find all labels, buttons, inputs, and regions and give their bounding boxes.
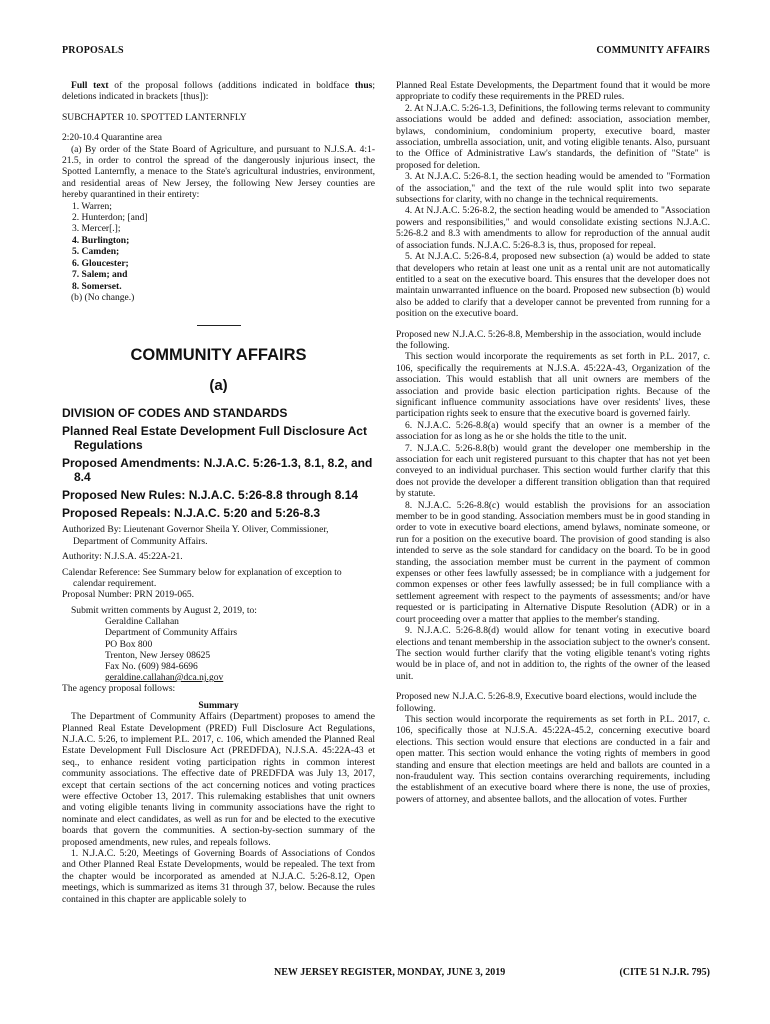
- running-header-right: COMMUNITY AFFAIRS: [596, 45, 710, 56]
- body-paragraph: 4. At N.J.A.C. 5:26-8.2, the section heading would be amended to "Association powers and responsibilities," and would consolidate existing sections N.J.A.C. 5:26-8.2 and 8.3 with amendments to allow for reproduction of the annual audit of association funds. N.J.A.C. 5:26-8.3 is, thus, proposed for repeal.: [396, 205, 710, 251]
- right-column: [396, 80, 710, 805]
- agency-heading: COMMUNITY AFFAIRS: [130, 346, 307, 365]
- address-line: Fax No. (609) 984-6696: [105, 660, 198, 672]
- summary-paragraph: The Department of Community Affairs (Department) proposes to amend the Planned Real Estate Development (PRED) Full Disclosure Act Regulations, N.J.A.C. 5:26, to implement P.L. 2017, c. 106, which amended the Planned Real Estate Development Full Disclosure Act (PREDFDA), N.J.S.A. 45:22A-43 et seq., to enhance resident voting participation rights in common interest community associations. The effective date of PREDFDA was July 13, 2017, except that certain sections of the act concerning notices and voting practices were effective October 13, 2017. This rulemaking establishes that unit owners and voting eligible tenants living in community associations have the right to nominate and elect candidates, as well as run for and be elected to the executive boards that govern the communities. A section-by-section summary of the proposed amendments, new rules, and repeals follows.: [62, 711, 375, 848]
- address-line: Geraldine Callahan: [105, 616, 179, 628]
- address-line: Department of Community Affairs: [105, 627, 238, 639]
- item-letter: (a): [209, 377, 228, 395]
- running-footer-center: NEW JERSEY REGISTER, MONDAY, JUNE 3, 2019: [274, 967, 506, 978]
- running-header-left: PROPOSALS: [62, 45, 124, 56]
- authorized-by: Authorized By: Lieutenant Governor Sheila Y. Oliver, Commissioner, Department of Community Affairs.: [62, 524, 329, 547]
- body-paragraph: Planned Real Estate Developments, the Department found that it would be more appropriate to codify these requirements in the PRED rules.: [396, 80, 710, 103]
- body-paragraph: 3. At N.J.A.C. 5:26-8.1, the section heading would be amended to "Formation of the association," and the text of the rule would split into two separate subsections for clarity, with no change in the technical requirements.: [396, 171, 710, 206]
- section-lead: Proposed new N.J.A.C. 5:26-8.9, Executive board elections, would include the following.: [396, 691, 697, 714]
- paragraph-a: (a) By order of the State Board of Agriculture, and pursuant to N.J.S.A. 4:1-21.5, in order to control the spread of the dangerously injurious insect, the Spotted Lanternfly, a menace to the State's agricultural industries, environment, and residential areas of New Jersey, the following New Jersey counties are hereby quarantined in their entirety:: [62, 143, 375, 201]
- county-item: 8. Somerset.: [72, 280, 122, 292]
- paragraph-b: (b) (No change.): [71, 291, 135, 303]
- county-item: 5. Camden;: [72, 246, 120, 258]
- body-paragraph: This section would incorporate the requirements as set forth in P.L. 2017, c. 106, specifically the requirements at N.J.S.A. 45:22A-43, Organization of the association. This would establish that all unit owners are members of the association and provide basic election participation rights. Because of the significant influence community associations have over residents' lives, these participation rights seek to ensure that the executive board is governed fairly.: [396, 351, 710, 420]
- full-text-intro: Full text of the proposal follows (additions indicated in boldface thus; deletions indicated in brackets [thus]):: [62, 80, 376, 103]
- body-paragraph: This section would incorporate the requirements as set forth in P.L. 2017, c. 106, specifically those at N.J.S.A. 45:22A-45.2, concerning executive board elections. This section would ensure that elections are conducted in a fair and open matter. This section would enhance the voting rights of members in good standing and ensure that election meetings are held and ballots are counted in a non-fraudulent way. This section contains overarching requirements, including the establishment of an executive board where there is none, the use of proxies, powers of attorney, and absentee ballots, and the allocation of votes. Further: [396, 713, 710, 805]
- county-item: 6. Gloucester;: [72, 257, 129, 269]
- body-paragraph: 6. N.J.A.C. 5:26-8.8(a) would specify that an owner is a member of the association for as long as he or she holds the title to the unit.: [396, 419, 710, 443]
- county-list: [62, 201, 375, 292]
- body-paragraph: 8. N.J.A.C. 5:26-8.8(c) would establish the provisions for an association member to be in good standing. Association members must be in good standing in order to vote in executive board elections, amend bylaws, nominate someone, or run for a position on the executive board. The provision of good standing is also intended to serve as the sole standard for candidacy on the board. To be in good standing, the association member must be current in the payment of common expenses or other fees lawfully assessed; be in compliance with a judgement for common expenses or other fees lawfully assessed; be in full compliance with a settlement agreement with respect to the payments of assessments; and/or have requested or is participating in Alternative Dispute Resolution (ADR) or in a court proceeding over a matter that applies to the member's standing.: [396, 499, 710, 625]
- email-link[interactable]: geraldine.callahan@dca.nj.gov: [105, 672, 224, 684]
- mailing-address: [62, 616, 375, 683]
- body-paragraph: 7. N.J.A.C. 5:26-8.8(b) would grant the developer one membership in the association for each unit registered pursuant to this chapter that has not yet been conveyed to an individual purchaser. This section would further clarify that this does not provide the developer a different transition obligation than that required by statute.: [396, 442, 710, 500]
- left-column: [62, 80, 375, 905]
- division-heading: DIVISION OF CODES AND STANDARDS: [62, 406, 288, 421]
- county-item: 1. Warren;: [72, 200, 112, 212]
- proposed-repeals: Proposed Repeals: N.J.A.C. 5:20 and 5:26-8.3: [62, 506, 321, 521]
- summary-paragraph: 1. N.J.A.C. 5:20, Meetings of Governing Boards of Associations of Condos and Other Planned Real Estate Developments, would be repealed. The text from the chapter would be incorporated as amended at N.J.A.C. 5:26-8.12, Open meetings, which is summarized as items 31 through 37, below. Because the rules contained in this chapter are applicable solely to: [62, 848, 375, 905]
- section-heading: 2:20-10.4 Quarantine area: [62, 132, 162, 144]
- calendar-reference: Calendar Reference: See Summary below for explanation of exception to calendar requirement.: [62, 566, 342, 589]
- summary-heading: Summary: [198, 699, 239, 711]
- submit-comments: Submit written comments by August 2, 2019, to:: [71, 604, 257, 616]
- section-divider: [197, 325, 241, 326]
- body-paragraph: 2. At N.J.A.C. 5:26-1.3, Definitions, the following terms relevant to community associations would be added and defined: association, association member, bylaws, condominium, condominium property, executive board, master association, umbrella association, unit, and voting eligible tenants. Also, pursuant to the Office of Administrative Law's standards, the definition of "State" is proposed for deletion.: [396, 102, 710, 171]
- county-item: 7. Salem; and: [72, 269, 128, 281]
- county-item: 3. Mercer[.];: [72, 223, 121, 235]
- county-item: 4. Burlington;: [72, 234, 130, 246]
- body-paragraph: 9. N.J.A.C. 5:26-8.8(d) would allow for tenant voting in executive board elections and tenant membership in the association subject to the owner's consent. The section would further clarify that the voting eligible tenant's voting rights would be in place of, and not in addition to, the rights of the owner of the leased unit.: [396, 625, 710, 682]
- body-paragraph: 5. At N.J.A.C. 5:26-8.4, proposed new subsection (a) would be added to state that developers who retain at least one unit as a rental unit are not automatically entitled to a seat on the executive board. This ensures that the developer does not maintain unwarranted influence on the board. Proposed new subsection (b) would also be added to clarify that a developer cannot be prevented from running for a position on the executive board.: [396, 251, 710, 320]
- section-lead: Proposed new N.J.A.C. 5:26-8.8, Membership in the association, would include the following.: [396, 328, 701, 351]
- authority: Authority: N.J.S.A. 45:22A-21.: [62, 551, 183, 563]
- proposed-amendments: Proposed Amendments: N.J.A.C. 5:26-1.3, 8.1, 8.2, and 8.4: [62, 456, 373, 485]
- rule-title: Planned Real Estate Development Full Disclosure Act Regulations: [62, 424, 367, 453]
- county-item: 2. Hunterdon; [and]: [72, 212, 148, 224]
- address-line: PO Box 800: [105, 638, 153, 650]
- agency-proposal-follows: The agency proposal follows:: [62, 683, 176, 695]
- proposed-new-rules: Proposed New Rules: N.J.A.C. 5:26-8.8 through 8.14: [62, 488, 359, 503]
- subchapter-heading: SUBCHAPTER 10. SPOTTED LANTERNFLY: [62, 111, 247, 123]
- running-footer-right: (CITE 51 N.J.R. 795): [619, 967, 710, 978]
- address-line: Trenton, New Jersey 08625: [105, 649, 211, 661]
- proposal-number: Proposal Number: PRN 2019-065.: [62, 589, 195, 601]
